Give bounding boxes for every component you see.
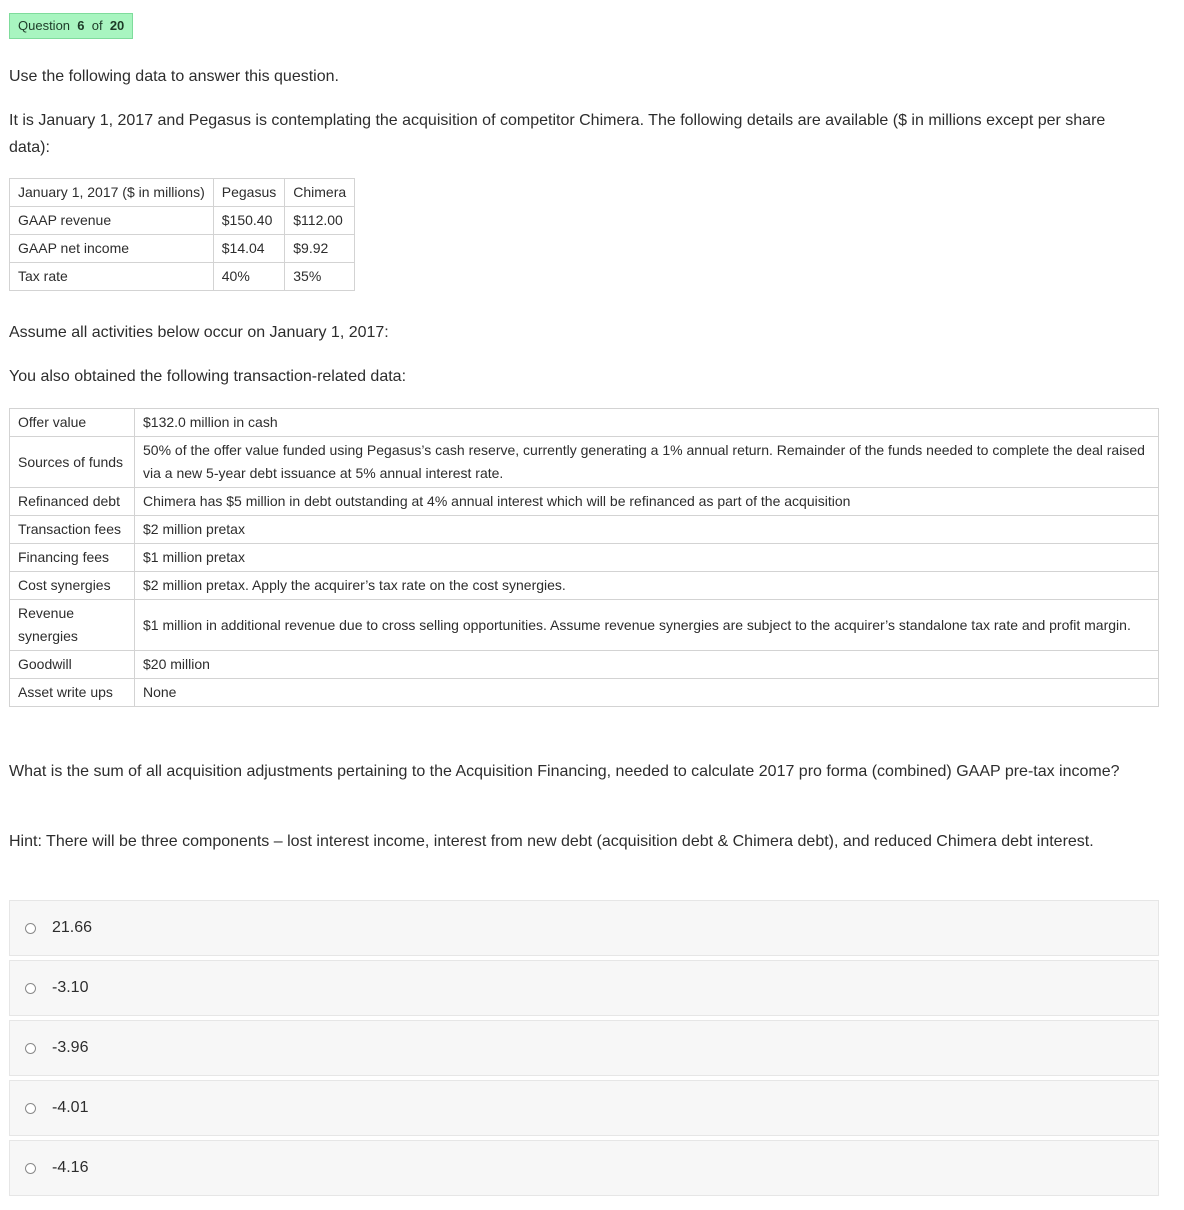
- table-header-cell: Chimera: [285, 179, 355, 207]
- answer-option-label: 21.66: [52, 919, 93, 936]
- table-cell-label: Refinanced debt: [10, 488, 135, 516]
- current-question-number: 6: [77, 18, 85, 33]
- table-row: [10, 409, 1159, 437]
- assume-text: Assume all activities below occur on January 1, 2017:: [9, 324, 389, 341]
- answer-option-label: -3.10: [52, 979, 89, 996]
- table-cell-value: $132.0 million in cash: [135, 409, 1159, 437]
- table-header-row: [10, 179, 355, 207]
- answer-option[interactable]: [9, 900, 1159, 956]
- table-cell-label: Offer value: [10, 409, 135, 437]
- table-row: [10, 651, 1159, 679]
- table-cell: $150.40: [213, 207, 284, 235]
- table-cell: 35%: [285, 263, 355, 291]
- answer-option[interactable]: [9, 960, 1159, 1016]
- table-cell-value: $2 million pretax: [135, 516, 1159, 544]
- transaction-intro-text: You also obtained the following transaction-related data:: [9, 368, 407, 385]
- of-word: of: [91, 18, 103, 33]
- table-row: [10, 572, 1159, 600]
- table-row: [10, 600, 1159, 651]
- table-cell: GAAP revenue: [10, 207, 214, 235]
- table-row: [10, 437, 1159, 488]
- table-cell: Tax rate: [10, 263, 214, 291]
- question-page: [9, 13, 1159, 1176]
- answer-option-label: -4.16: [52, 1159, 89, 1176]
- answer-options: [9, 900, 1159, 1200]
- table-header-cell: Pegasus: [213, 179, 284, 207]
- table-cell-label: Asset write ups: [10, 679, 135, 707]
- answer-option[interactable]: [9, 1020, 1159, 1076]
- table-cell: $14.04: [213, 235, 284, 263]
- answer-option-label: -4.01: [52, 1099, 89, 1116]
- radio-button[interactable]: [25, 1163, 36, 1174]
- question-counter-badge: [9, 13, 133, 39]
- context-text: It is January 1, 2017 and Pegasus is contemplating the acquisition of competitor Chimera. The following details are available ($ in millions except per share data):: [9, 112, 1106, 156]
- table-header-cell: January 1, 2017 ($ in millions): [10, 179, 214, 207]
- table-cell: $9.92: [285, 235, 355, 263]
- radio-button[interactable]: [25, 1103, 36, 1114]
- table-cell-value: None: [135, 679, 1159, 707]
- table-cell-label: Revenue synergies: [10, 600, 135, 651]
- table-cell: 40%: [213, 263, 284, 291]
- table-cell: GAAP net income: [10, 235, 214, 263]
- radio-button[interactable]: [25, 983, 36, 994]
- table-cell-value: $2 million pretax. Apply the acquirer’s tax rate on the cost synergies.: [135, 572, 1159, 600]
- table-row: [10, 516, 1159, 544]
- table-row: [10, 679, 1159, 707]
- table-cell-value: $1 million in additional revenue due to cross selling opportunities. Assume revenue synergies are subject to the acquirer’s standalone tax rate and profit margin.: [135, 600, 1159, 651]
- table-cell-value: 50% of the offer value funded using Pegasus’s cash reserve, currently generating a 1% annual return. Remainder of the funds needed to complete the deal raised via a new 5-year debt issuance at 5% annual interest rate.: [135, 437, 1159, 488]
- intro-text: Use the following data to answer this question.: [9, 68, 339, 85]
- table-row: [10, 488, 1159, 516]
- radio-button[interactable]: [25, 923, 36, 934]
- table-cell-label: Goodwill: [10, 651, 135, 679]
- table-cell-value: $1 million pretax: [135, 544, 1159, 572]
- radio-button[interactable]: [25, 1043, 36, 1054]
- company-data-table: [9, 178, 355, 291]
- table-row: [10, 544, 1159, 572]
- table-cell-label: Sources of funds: [10, 437, 135, 488]
- table-cell-label: Transaction fees: [10, 516, 135, 544]
- table-cell-value: $20 million: [135, 651, 1159, 679]
- hint-text: Hint: There will be three components – lost interest income, interest from new debt (acquisition debt & Chimera debt), and reduced Chimera debt interest.: [9, 833, 1094, 850]
- table-row: [10, 235, 355, 263]
- transaction-data-table: [9, 408, 1159, 707]
- answer-option-label: -3.96: [52, 1039, 89, 1056]
- table-cell-value: Chimera has $5 million in debt outstanding at 4% annual interest which will be refinanced as part of the acquisition: [135, 488, 1159, 516]
- question-word: Question: [18, 18, 71, 33]
- table-cell-label: Financing fees: [10, 544, 135, 572]
- answer-option[interactable]: [9, 1140, 1159, 1196]
- table-cell: $112.00: [285, 207, 355, 235]
- table-row: [10, 263, 355, 291]
- answer-option[interactable]: [9, 1080, 1159, 1136]
- table-cell-label: Cost synergies: [10, 572, 135, 600]
- question-text: What is the sum of all acquisition adjustments pertaining to the Acquisition Financing, needed to calculate 2017 pro forma (combined) GAAP pre-tax income?: [9, 763, 1120, 780]
- table-row: [10, 207, 355, 235]
- total-questions-number: 20: [109, 18, 125, 33]
